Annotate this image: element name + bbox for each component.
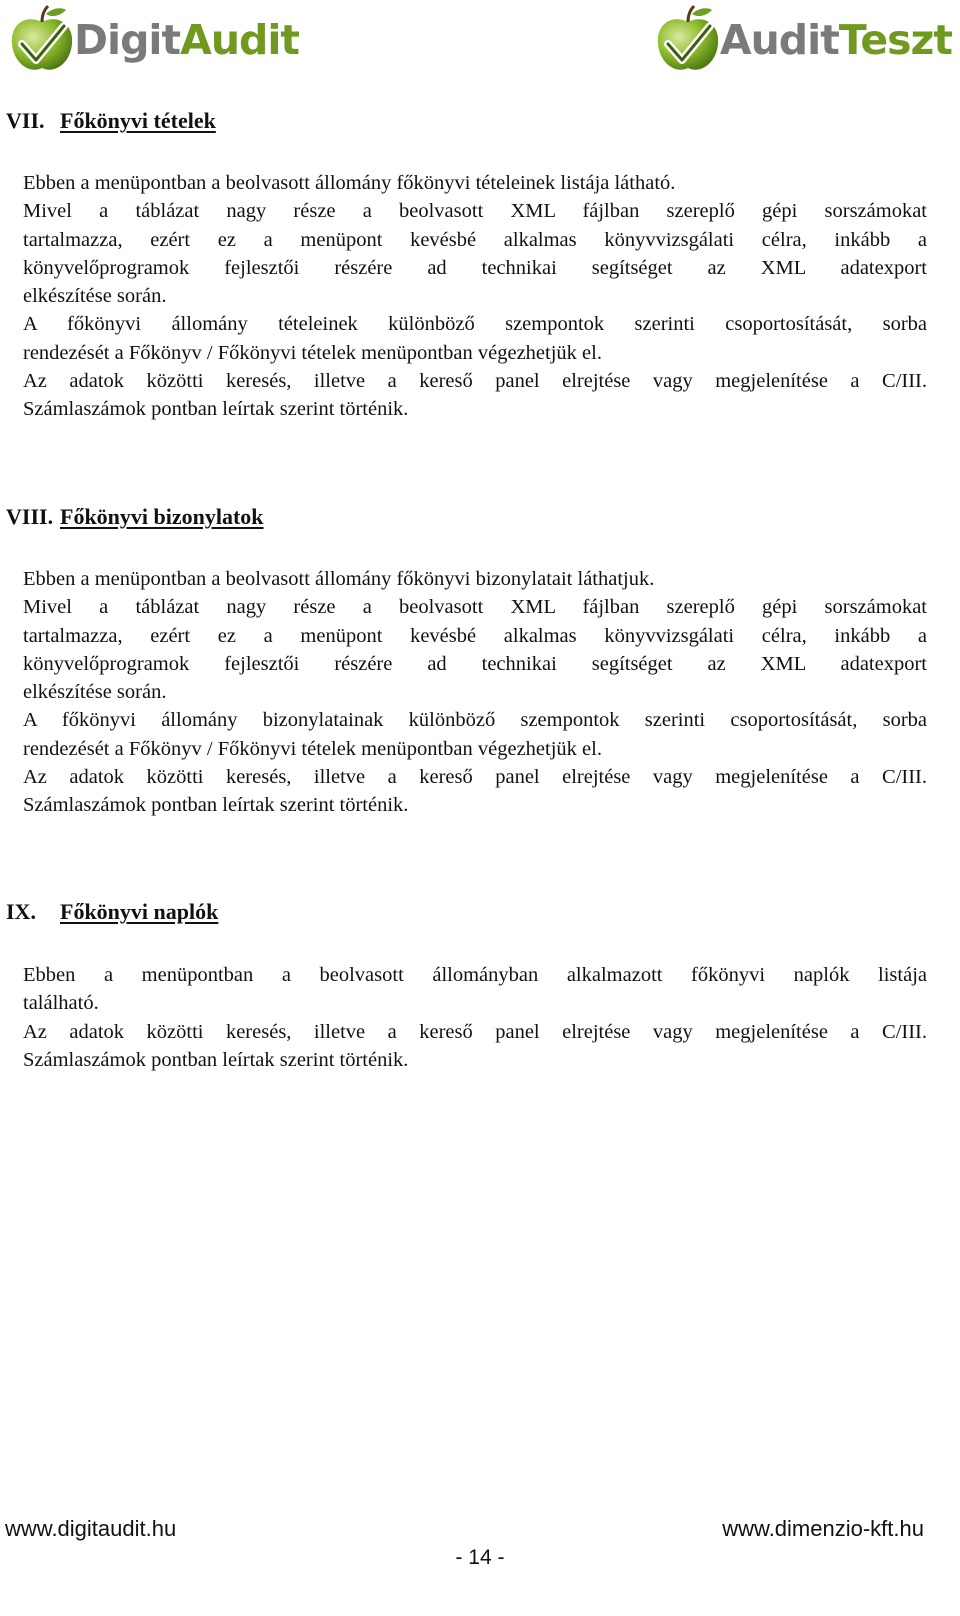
section-body-ix — [23, 961, 927, 1074]
paragraph-line: Számlaszámok pontban leírtak szerint történik. — [23, 794, 409, 817]
section-body-vii — [23, 169, 927, 424]
paragraph-line: elkészítése során. — [23, 285, 167, 308]
section-number: VII. — [6, 108, 45, 133]
section-title: Főkönyvi bizonylatok — [60, 504, 264, 529]
paragraph-line: Ebben a menüpontban a beolvasott állomány főkönyvi bizonylatait láthatjuk. — [23, 568, 655, 590]
paragraph-line: tartalmazza, ezért ez a menüpont kevésbé alkalmas könyvvizsgálati célra, inkább a — [23, 624, 927, 647]
paragraph-line: könyvelőprogramok fejlesztői részére ad technikai segítséget az XML adatexport — [23, 256, 927, 279]
page-number: - 14 - — [455, 1546, 505, 1569]
apple-checkmark-icon — [652, 4, 724, 76]
paragraph-line: Az adatok közötti keresés, illetve a kereső panel elrejtése vagy megjelenítése a C/III. — [23, 766, 927, 789]
footer-right-link[interactable]: www.dimenzio-kft.hu — [722, 1516, 924, 1541]
digitaudit-logo — [6, 4, 299, 76]
paragraph-line: Számlaszámok pontban leírtak szerint történik. — [23, 1048, 409, 1071]
paragraph-line: Ebben a menüpontban a beolvasott állományban alkalmazott főkönyvi naplók listája — [23, 964, 927, 986]
apple-checkmark-icon — [6, 4, 78, 76]
footer-left-link[interactable]: www.digitaudit.hu — [5, 1516, 177, 1541]
paragraph-line: tartalmazza, ezért ez a menüpont kevésbé alkalmas könyvvizsgálati célra, inkább a — [23, 228, 927, 251]
paragraph-line: könyvelőprogramok fejlesztői részére ad technikai segítséget az XML adatexport — [23, 652, 927, 675]
auditteszt-logo — [652, 4, 952, 76]
section-title: Főkönyvi naplók — [60, 899, 219, 924]
paragraph-line: A főkönyvi állomány tételeinek különböző szempontok szerinti csoportosítását, sorba — [23, 313, 927, 336]
section-heading-viii — [6, 504, 264, 530]
paragraph-line: Az adatok közötti keresés, illetve a kereső panel elrejtése vagy megjelenítése a C/III. — [23, 1020, 927, 1043]
logo-suffix: Audit — [180, 15, 300, 64]
section-body-viii — [23, 565, 927, 820]
paragraph-line: Mivel a táblázat nagy része a beolvasott XML fájlban szereplő gépi sorszámokat — [23, 200, 927, 223]
logo-suffix: Teszt — [838, 15, 952, 64]
paragraph-line: Számlaszámok pontban leírtak szerint történik. — [23, 398, 409, 421]
paragraph-line: rendezését a Főkönyv / Főkönyvi tételek menüpontban végezhetjük el. — [23, 737, 602, 760]
logo-prefix: Digit — [74, 15, 181, 64]
section-number: IX. — [6, 899, 36, 924]
paragraph-line: Mivel a táblázat nagy része a beolvasott XML fájlban szereplő gépi sorszámokat — [23, 596, 927, 619]
section-title: Főkönyvi tételek — [60, 108, 216, 133]
paragraph-line: Az adatok közötti keresés, illetve a kereső panel elrejtése vagy megjelenítése a C/III. — [23, 370, 927, 393]
paragraph-line: rendezését a Főkönyv / Főkönyvi tételek menüpontban végezhetjük el. — [23, 341, 602, 364]
paragraph-line: A főkönyvi állomány bizonylatainak különböző szempontok szerinti csoportosítását, sorba — [23, 709, 927, 732]
section-heading-ix — [6, 899, 218, 925]
paragraph-line: található. — [23, 992, 99, 1015]
section-heading-vii — [6, 108, 216, 134]
paragraph-line: Ebben a menüpontban a beolvasott állomány főkönyvi tételeinek listája látható. — [23, 172, 676, 194]
paragraph-line: elkészítése során. — [23, 681, 167, 704]
logo-wordmark — [74, 15, 300, 64]
logo-prefix: Audit — [719, 15, 839, 64]
section-number: VIII. — [6, 504, 54, 529]
logo-wordmark — [719, 15, 952, 64]
